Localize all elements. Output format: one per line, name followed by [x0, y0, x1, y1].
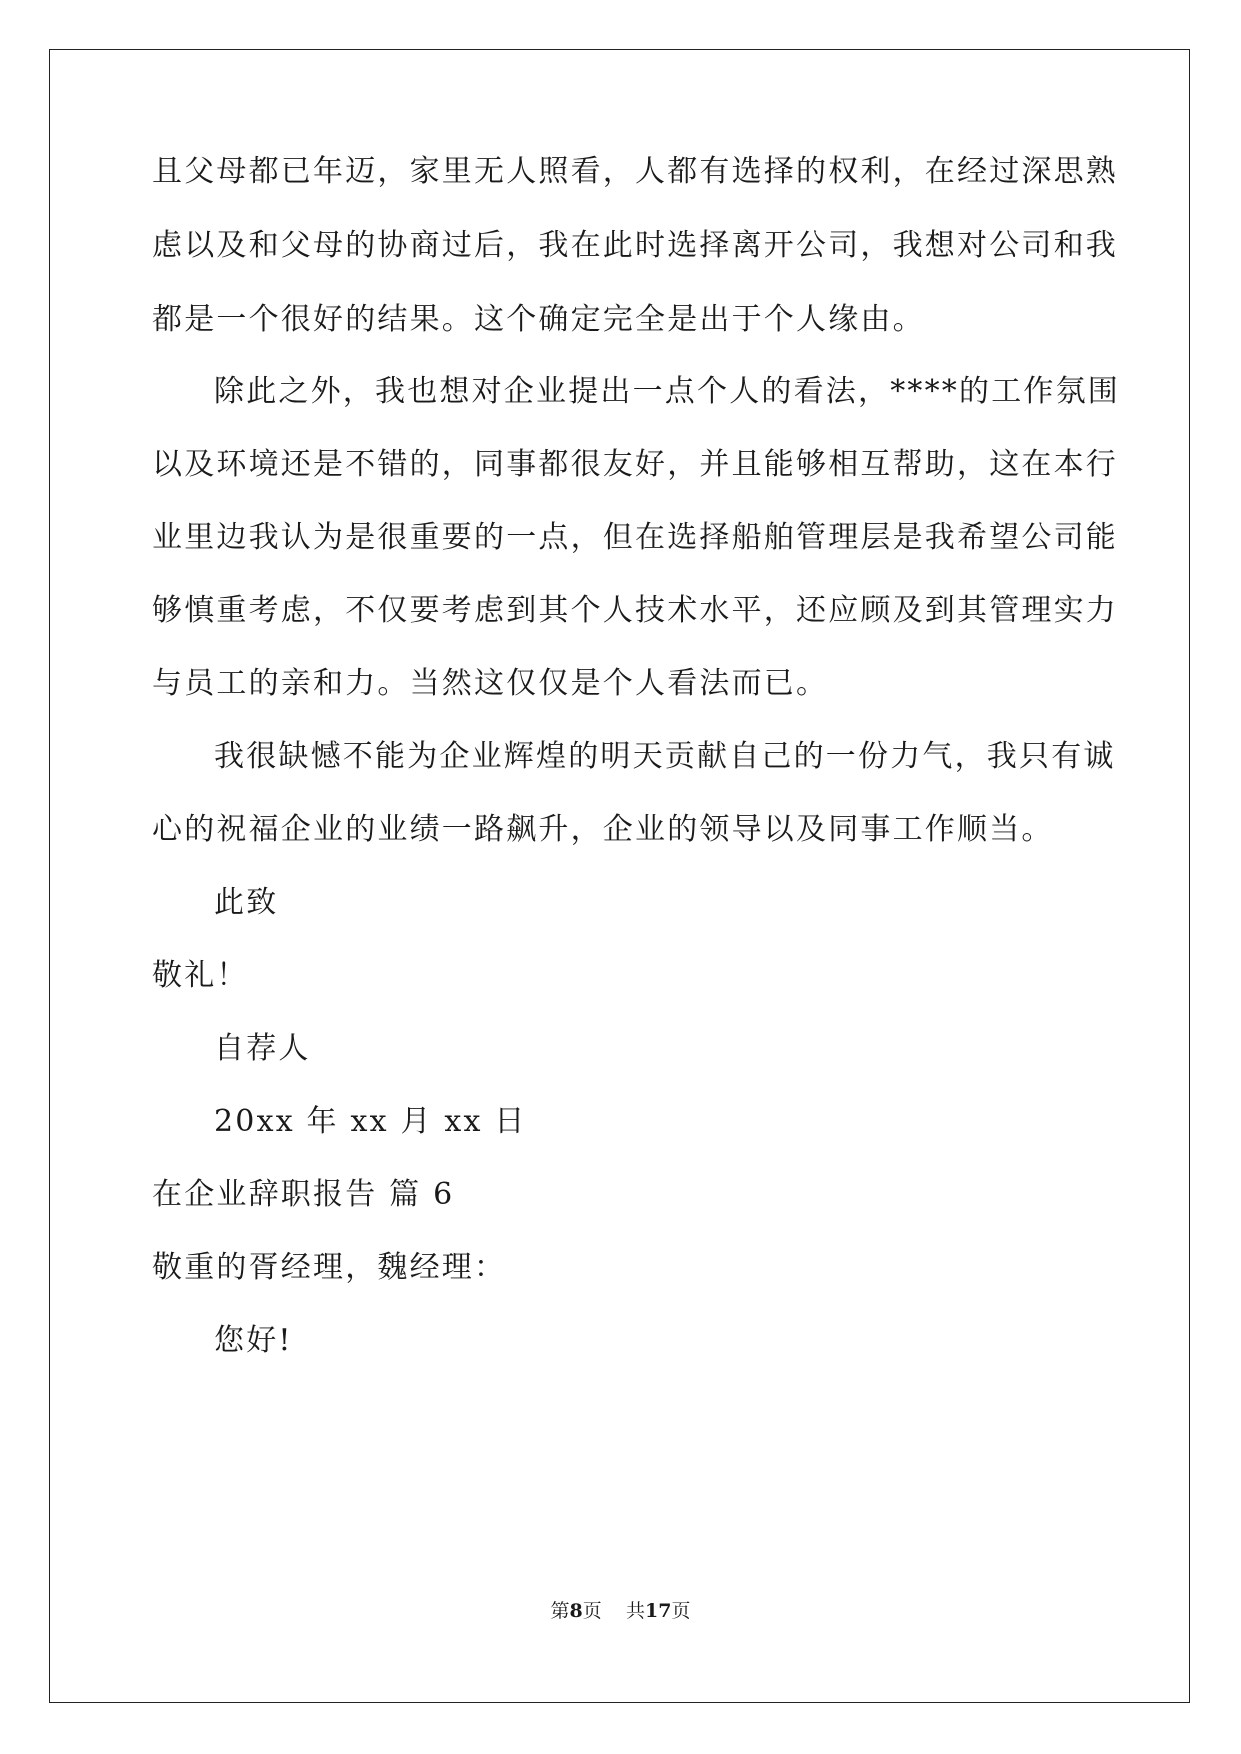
recipient: 敬重的胥经理，魏经理： — [152, 1250, 507, 1285]
body-line: 与员工的亲和力。当然这仅仅是个人看法而已。 — [152, 666, 829, 701]
body-line: 我很缺憾不能为企业辉煌的明天贡献自己的一份力气，我只有诚 — [214, 739, 1116, 774]
footer-total-suffix: 页 — [671, 1600, 691, 1622]
body-line: 心的祝福企业的业绩一路飙升，企业的领导以及同事工作顺当。 — [152, 812, 1054, 847]
body-line: 以及环境还是不错的，同事都很友好，并且能够相互帮助，这在本行 — [152, 447, 1118, 482]
footer-prefix: 第 — [550, 1600, 570, 1622]
body-line: 够慎重考虑，不仅要考虑到其个人技术水平，还应顾及到其管理实力 — [152, 593, 1118, 628]
body-line: 且父母都已年迈，家里无人照看，人都有选择的权利，在经过深思熟 — [152, 154, 1118, 189]
salutation-close: 敬礼！ — [152, 958, 249, 993]
greeting: 您好! — [214, 1323, 293, 1358]
page-footer — [0, 1599, 1241, 1623]
footer-page-number: 8 — [569, 1600, 583, 1622]
section-title: 在企业辞职报告 篇 6 — [152, 1177, 455, 1212]
date: 20xx 年 xx 月 xx 日 — [214, 1104, 527, 1139]
footer-page-suffix: 页 — [582, 1600, 602, 1622]
closing-phrase: 此致 — [214, 885, 279, 920]
body-line: 除此之外，我也想对企业提出一点个人的看法，****的工作氛围 — [214, 374, 1120, 409]
body-line: 虑以及和父母的协商过后，我在此时选择离开公司，我想对公司和我 — [152, 228, 1118, 263]
footer-total-pages: 17 — [644, 1600, 672, 1622]
signer: 自荐人 — [214, 1031, 311, 1066]
body-line: 都是一个很好的结果。这个确定完全是出于个人缘由。 — [152, 302, 925, 337]
page-border — [49, 49, 1190, 1703]
footer-total-prefix: 共 — [625, 1600, 645, 1622]
body-line: 业里边我认为是很重要的一点，但在选择船舶管理层是我希望公司能 — [152, 520, 1118, 555]
